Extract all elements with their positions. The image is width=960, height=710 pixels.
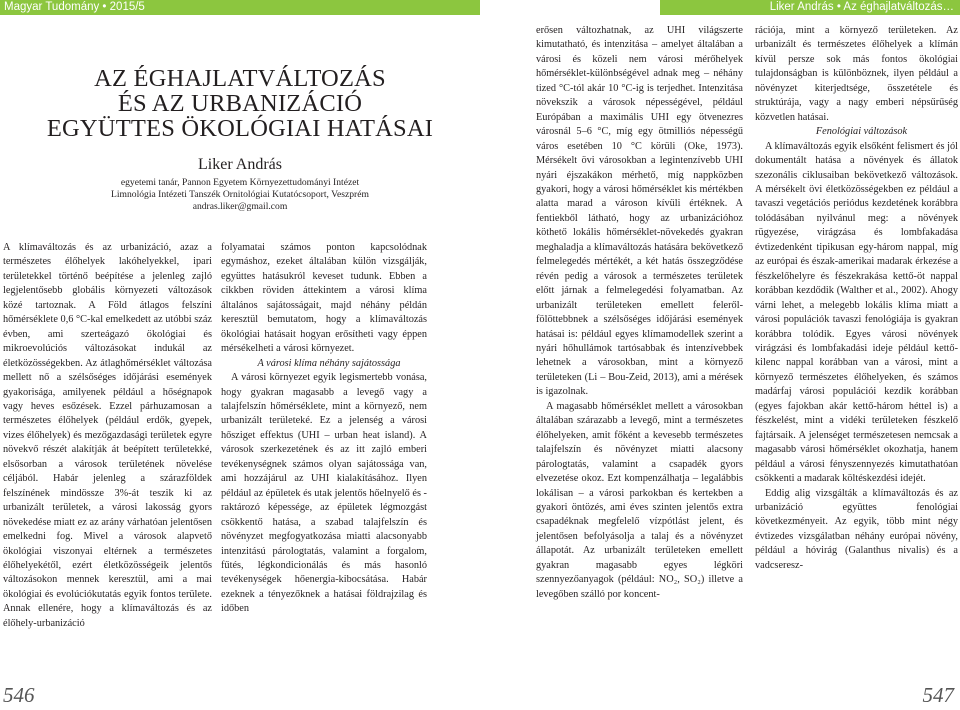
page-number-left: 546 <box>3 683 35 707</box>
article-title <box>30 66 450 141</box>
affiliation-line: Limnológia Intézeti Tanszék Ornitológiai Kutatócsoport, Veszprém <box>111 188 369 200</box>
running-header-right: Liker András • Az éghajlatváltozás… <box>660 0 960 15</box>
paragraph: A városi környezet egyik legismertebb vonása, hogy gyakran magasabb a levegő vagy a talajfelszín hőmérséklete, mint a környező, nem urbanizált területeké. Ez a jelenség a városi hősziget effektus (UHI – urban heat island). A városok szerkezetének és az itt zajló emberi tevékenységnek számos olyan sajátossága van, ami hozzájárul az UHI kialakításához. Ilyen például az épületek és utak jelentős hőelnyelő és -raktározó képessége, az épületek légmozgást csökkentő hatása, a szabad talajfelszín és növényzet megfogyatkozása miatti alacsonyabb intenzitású párologtatás, valamint a forgalom, fűtés, légkondicionálás és más hasonló tevékenységek hőenergia-kibocsátása. Habár ezeknek a tényezőknek a hatásai földrajzilag és időben <box>221 372 427 615</box>
section-subtitle: A városi klíma néhány sajátossága <box>257 357 401 369</box>
paragraph: A klímaváltozás egyik elsőként felismert és jól dokumentált hatása a növények és állatok szezonális ciklusaiban bekövetkező változások. A mérsékelt övi életközösségekben ez például a tavaszi vegetációs periódus kezdetének korábbra tolódásában nyilvánul meg: a növények rügyezése, virágzása és lombfakadása évtizedenként tipikusan egy-három nappal, míg az európai és észak-amerikai madarak érkezése a fészkelőhelyre és fészekrakása kettő-öt nappal korábban kezdődik (Walther et al., 2002). Ahogy várni lehet, a melegebb lokális klíma miatt a városi populációk tavaszi fenológiája is gyakran korábbra tolódik. Egyes városi növények virágzási és lombfakadási ideje például kettő-kilenc nappal korábban van a városi, mint a környező természetes élőhelyeken, és számos madárfaj városi populációi kezdik korábban (egyes fajokban akár kettő-három héttel is) a fészkelést, mint a vidéki területeken fészkelő fajtársaik. A jelenséget természetesen nemcsak a magasabb városi hőmérséklet okozhatja, hanem például a városi fényszennyezés kimutathatóan csökkenti a madarak költéskezdési idejét. <box>755 140 958 485</box>
text-column-3 <box>536 24 743 602</box>
paragraph: A magasabb hőmérséklet mellett a városokban általában szárazabb a levegő, mint a természetes élőhelyeken, amit főként a kevesebb természetes talajfelszín és növényzet miatti alacsony párologtatás, valamint a csapadék gyors elvezetése okoz. Ezt kompenzálhatja – legalábbis lokálisan – a városi parkokban és kertekben a gyakori öntözés, ami éves szinten jelentős extra csapadéknak megfelelő vízpótlást jelent, és jelentősen befolyásolja a talaj és a növényzet állapotát. Az urbanizált területeken emellett gyakran magasabb egyes légköri szennyezőanyagok (például: NO₂, SO₂) illetve a levegőben szálló por koncent- <box>536 400 743 600</box>
paragraph: rációja, mint a környező területeken. Az urbanizált és természetes élőhelyek a klímán kívül persze sok más fontos ökológiai tulajdonságban is különböznek, ilyen például a növényzet kiterjedtsége, összetétele és struktúrája, vagy a nagy emberi népsűrűség közvetlen hatásai. <box>755 25 958 123</box>
text-column-2 <box>221 241 427 617</box>
author-name: Liker András <box>198 156 282 173</box>
section-subtitle: Fenológiai változások <box>815 126 908 138</box>
title-line: EGYÜTTES ÖKOLÓGIAI HATÁSAI <box>46 115 434 142</box>
author-email[interactable]: andras.liker@gmail.com <box>192 200 288 212</box>
text-column-1 <box>3 241 212 631</box>
text-column-4 <box>755 24 958 573</box>
paragraph: A klímaváltozás és az urbanizáció, azaz a természetes élőhelyek lakóhelyekkel, ipari területekkel történő beépítése a jelenleg zajló legjelentősebb globális környezeti változások közé tartoznak. A Föld átlagos felszíni hőmérséklete 0,6 °C-kal emelkedett az utóbbi száz évben, ami szerteágazó ökológiai és mikroevolúciós változásokat indukál az életközösségekben. Az átlaghőmérséklet változása mellett nő a szélsőséges időjárási események gyakorisága, amilyenek például a hőségnapok vagy heves esőzések. Ezzel párhuzamosan a természetes élőhelyek (például erdők, gyepek, vizes élőhelyek) és mezőgazdasági területek egyre növekvő részét alakítják át beépített területekké, elsősorban a városok területének növelése céljából. Habár jelenleg a szárazföldek felszínének mindössze 3%-át teszik ki az urbanizált területek, a városi lakosság gyors növekedése miatt ez az arány várhatóan jelentősen emelkedni fog. Mivel a városok alapvető ökológiai viszonyai eltérnek a természetes élőhelyekétől, ezért életközösségeik jelentős változásokon mennek keresztül, ami a mai ökológiai és evolúciókutatás egyik fontos területe. Annak ellenére, hogy a klímaváltozás és az élőhely-urbanizáció <box>3 242 212 629</box>
affiliation-line: egyetemi tanár, Pannon Egyetem Környezettudományi Intézet <box>120 177 360 188</box>
paragraph: folyamatai számos ponton kapcsolódnak egymáshoz, ezeket általában külön vizsgálják, együttes hatásukról keveset tudunk. Ebben a cikkben röviden áttekintem a városi klíma általános sajátosságait, majd néhány példán keresztül bemutatom, hogy a klímaváltozás ökológiai hatásait hogyan erősítheti vagy éppen mérsékelheti a városi környezet. <box>221 242 427 355</box>
author-affiliation <box>50 177 430 212</box>
paragraph: Eddig alig vizsgálták a klímaváltozás és az urbanizáció együttes fenológiai következményeit. Az egyik, több mint négy évtizedes vizsgálatban néhány európai növény, például a hóvirág (Galanthus nivalis) és a vadcseresz- <box>755 487 958 571</box>
title-line: AZ ÉGHAJLATVÁLTOZÁS <box>94 65 386 92</box>
title-line: ÉS AZ URBANIZÁCIÓ <box>117 90 363 117</box>
running-header-left: Magyar Tudomány • 2015/5 <box>0 0 480 15</box>
page-number-right: 547 <box>922 683 954 707</box>
paragraph: erősen változhatnak, az UHI világszerte kimutatható, és intenzitása – amelyet általában a városi és közeli nem városi mérőhelyek hőmérséklet-különbségével adnak meg – néhány tized °C-tól akár 10 °C-ig is terjedhet. Intenzitása növekszik a városok népességével, például Európában a maximális UHI egy ötvenezres városnál 5–6 °C, míg egy ötmilliós népességű város esetében 10 °C körüli (Oke, 1973). Mérsékelt övi városokban a legintenzívebb UHI nyári éjszakákon mérhető, míg nappközben gyakori, hogy a városi hőmérséklet kis mértékben alatta marad a városon kívüli értéknek. A fentiekből látható, hogy az urbanizációhoz köthető lokális hőmérséklet-növekedés gyakran meghaladja a klímaváltozás hatására bekövetkező felmelegedés mértékét, a két hatás összegződése révén pedig a városok a természetes területek előtt járnak a felmelegedési folyamatban. Az urbanizált területeken emellett feleről-fölöttebbnek a szélsőséges időjárási események hatásai is: például egyes klímamodellek szerint a nyári hőhullámok tartósabbak és intenzívebbek lehetnek a városokban, mint a környező területeken (Li – Bou-Zeid, 2013), ami a mérések is igazolnak. <box>536 25 743 398</box>
